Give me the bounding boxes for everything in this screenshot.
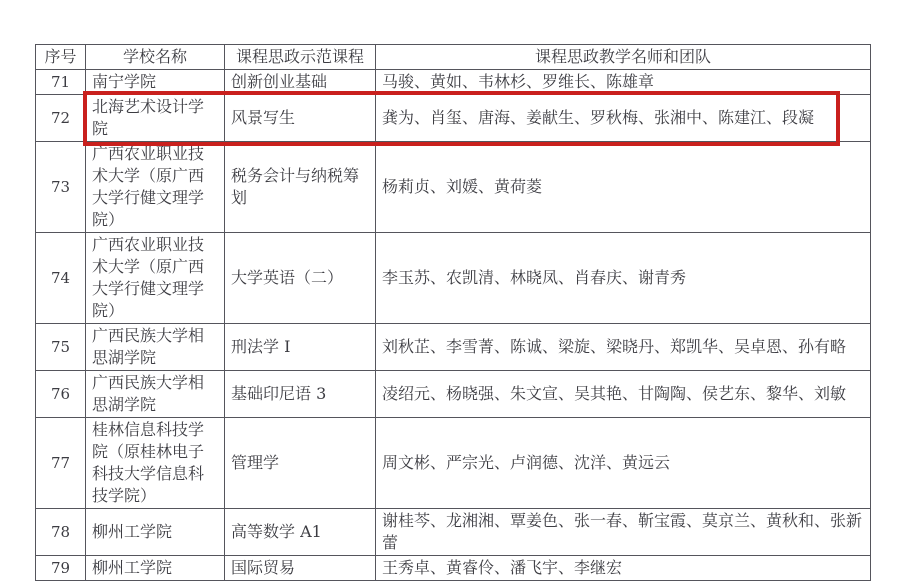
table-row [36,233,871,324]
teacher-names: 杨莉贞、刘媛、黄荷菱 [376,142,871,233]
row-number: 72 [36,95,86,142]
teacher-names: 龚为、肖玺、唐海、姜献生、罗秋梅、张湘中、陈建江、段凝 [376,95,871,142]
course-name: 风景写生 [225,95,376,142]
course-name: 高等数学 A1 [225,509,376,556]
teacher-names: 刘秋芷、李雪菁、陈诚、梁旋、梁晓丹、郑凯华、吴卓恩、孙有略 [376,324,871,371]
school-name: 广西农业职业技术大学（原广西大学行健文理学院） [86,233,225,324]
row-number: 73 [36,142,86,233]
header-serial-number: 序号 [36,45,86,70]
row-number: 78 [36,509,86,556]
course-name: 国际贸易 [225,556,376,581]
table-row [36,70,871,95]
course-table [35,44,871,581]
school-name: 北海艺术设计学院 [86,95,225,142]
header-row [36,45,871,70]
teacher-names: 马骏、黄如、韦林杉、罗维长、陈雄章 [376,70,871,95]
teacher-names: 李玉苏、农凯清、林晓凤、肖春庆、谢青秀 [376,233,871,324]
school-name: 广西农业职业技术大学（原广西大学行健文理学院） [86,142,225,233]
course-name: 创新创业基础 [225,70,376,95]
course-name: 刑法学 I [225,324,376,371]
teacher-names: 周文彬、严宗光、卢润德、沈洋、黄远云 [376,418,871,509]
table-row [36,324,871,371]
row-number: 75 [36,324,86,371]
table-row [36,95,871,142]
row-number: 71 [36,70,86,95]
course-name: 大学英语（二） [225,233,376,324]
header-demo-course: 课程思政示范课程 [225,45,376,70]
course-name: 基础印尼语 3 [225,371,376,418]
school-name: 广西民族大学相思湖学院 [86,371,225,418]
teacher-names: 凌绍元、杨晓强、朱文宣、吴其艳、甘陶陶、侯艺东、黎华、刘敏 [376,371,871,418]
header-teachers-team: 课程思政教学名师和团队 [376,45,871,70]
header-school-name: 学校名称 [86,45,225,70]
row-number: 77 [36,418,86,509]
course-name: 税务会计与纳税筹划 [225,142,376,233]
row-number: 79 [36,556,86,581]
row-number: 76 [36,371,86,418]
table-row [36,556,871,581]
school-name: 广西民族大学相思湖学院 [86,324,225,371]
teacher-names: 王秀卓、黄睿伶、潘飞宇、李继宏 [376,556,871,581]
row-number: 74 [36,233,86,324]
school-name: 南宁学院 [86,70,225,95]
table-row [36,371,871,418]
table-row [36,142,871,233]
table-row [36,509,871,556]
table-row [36,418,871,509]
school-name: 柳州工学院 [86,556,225,581]
course-name: 管理学 [225,418,376,509]
school-name: 桂林信息科技学院（原桂林电子科技大学信息科技学院） [86,418,225,509]
teacher-names: 谢桂芩、龙湘湘、覃姜色、张一春、靳宝霞、莫京兰、黄秋和、张新蕾 [376,509,871,556]
school-name: 柳州工学院 [86,509,225,556]
